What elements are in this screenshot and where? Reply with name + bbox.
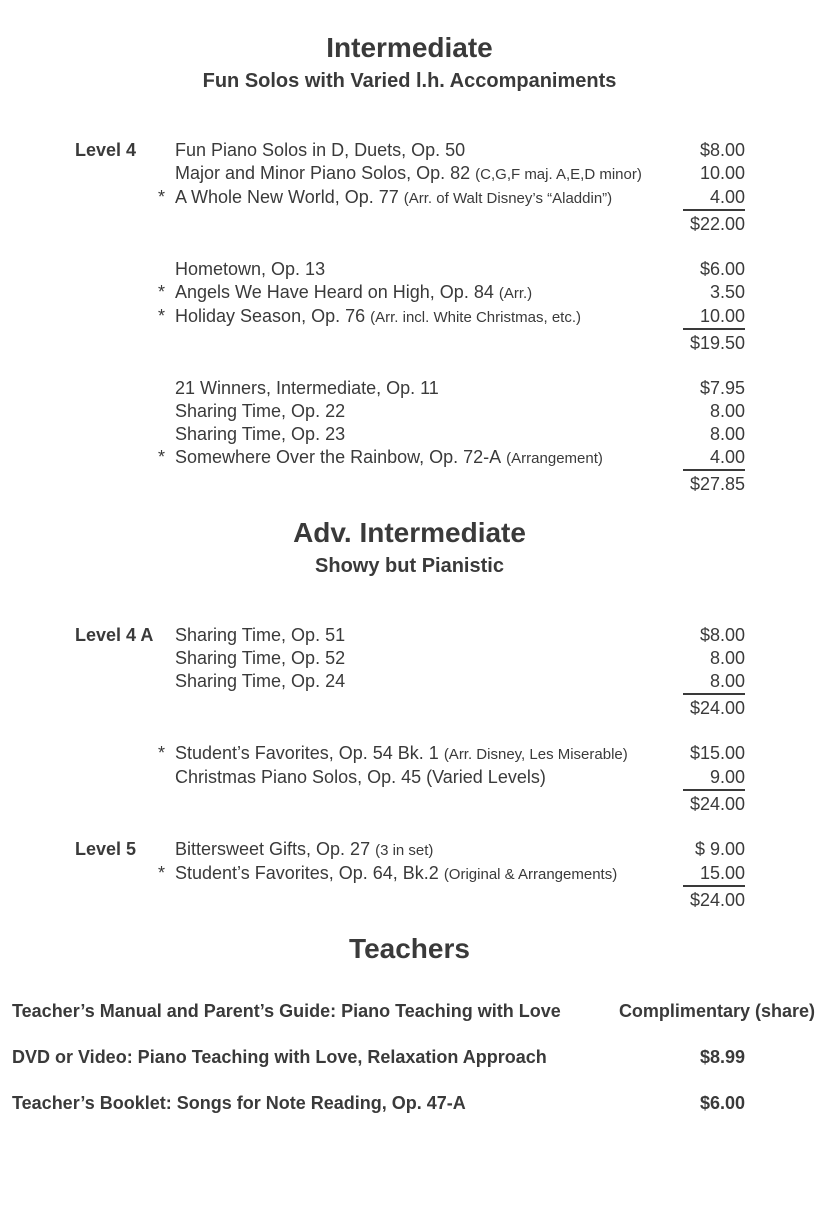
item-row xyxy=(0,305,819,330)
asterisk-marker: * xyxy=(158,447,166,467)
item-row xyxy=(0,377,819,400)
item-note: (3 in set) xyxy=(375,842,434,859)
teacher-item-name: Teacher’s Booklet: Songs for Note Reading, Op. 47-A xyxy=(12,1093,466,1113)
item-row xyxy=(0,281,819,305)
item-row xyxy=(0,162,819,186)
section-title: Adv. Intermediate xyxy=(293,517,526,548)
teacher-row xyxy=(0,1000,819,1023)
asterisk-marker: * xyxy=(158,306,166,326)
section-subtitle: Showy but Pianistic xyxy=(315,555,504,577)
teacher-row xyxy=(0,1092,819,1115)
item-name: Major and Minor Piano Solos, Op. 82 xyxy=(175,163,471,183)
item-name: Christmas Piano Solos, Op. 45 (Varied Levels) xyxy=(175,767,546,787)
item-title-cell xyxy=(175,162,683,186)
item-title-cell xyxy=(175,400,683,423)
level-label-spacer xyxy=(75,889,175,912)
catalog-sections xyxy=(0,33,819,912)
level-label xyxy=(75,377,175,400)
total-spacer xyxy=(175,793,683,816)
item-note: (C,G,F maj. A,E,D minor) xyxy=(475,166,642,183)
price-group xyxy=(0,258,819,355)
group-total-row xyxy=(0,793,819,816)
item-row xyxy=(0,766,819,791)
total-spacer xyxy=(175,473,683,496)
price-group xyxy=(0,838,819,912)
item-price: $15.00 xyxy=(689,743,745,763)
teacher-item-price: $6.00 xyxy=(699,1093,745,1113)
item-price: 3.50 xyxy=(709,282,745,302)
item-name: Sharing Time, Op. 51 xyxy=(175,625,346,645)
item-title-cell xyxy=(158,186,683,211)
teachers-rows xyxy=(0,1000,819,1115)
level-label xyxy=(75,670,175,695)
teachers-section-title: Teachers xyxy=(349,933,470,964)
item-price: 8.00 xyxy=(709,401,745,421)
group-total: $22.00 xyxy=(689,214,745,234)
item-price: 8.00 xyxy=(683,670,745,695)
section-subtitle: Fun Solos with Varied l.h. Accompaniments xyxy=(202,70,617,92)
item-name: A Whole New World, Op. 77 xyxy=(175,187,399,207)
item-title-cell xyxy=(175,647,683,670)
total-spacer xyxy=(175,332,683,355)
price-group xyxy=(0,742,819,816)
teacher-item-name: Teacher’s Manual and Parent’s Guide: Piano Teaching with Love xyxy=(12,1001,561,1021)
item-title-cell xyxy=(158,281,683,305)
level-label-spacer xyxy=(75,697,175,720)
item-name: Bittersweet Gifts, Op. 27 xyxy=(175,839,371,859)
teachers-section xyxy=(0,934,819,1115)
asterisk-marker: * xyxy=(158,863,166,883)
group-total-row xyxy=(0,213,819,236)
item-note: (Arr. Disney, Les Miserable) xyxy=(443,746,628,763)
item-title-cell xyxy=(158,305,683,330)
item-price: 4.00 xyxy=(683,446,745,471)
price-group xyxy=(0,624,819,720)
section-title: Intermediate xyxy=(326,32,493,63)
item-note: (Arr. incl. White Christmas, etc.) xyxy=(370,309,581,326)
level-label xyxy=(75,423,175,446)
item-name: Hometown, Op. 13 xyxy=(175,259,326,279)
item-row xyxy=(0,624,819,647)
item-row xyxy=(0,838,819,862)
item-name: Sharing Time, Op. 24 xyxy=(175,671,346,691)
item-price: $7.95 xyxy=(699,378,745,398)
item-row xyxy=(0,446,819,471)
item-row xyxy=(0,670,819,695)
item-row xyxy=(0,139,819,162)
item-name: Holiday Season, Op. 76 xyxy=(175,306,366,326)
item-row xyxy=(0,742,819,766)
item-name: Somewhere Over the Rainbow, Op. 72-A xyxy=(175,447,502,467)
item-note: (Arrangement) xyxy=(506,450,603,467)
item-title-cell xyxy=(158,862,683,887)
item-title-cell xyxy=(175,139,683,162)
item-price: $6.00 xyxy=(699,259,745,279)
group-total: $19.50 xyxy=(689,333,745,353)
group-total-row xyxy=(0,332,819,355)
group-total: $24.00 xyxy=(689,890,745,910)
item-price: 4.00 xyxy=(683,186,745,211)
asterisk-marker: * xyxy=(158,743,166,763)
group-total-row xyxy=(0,697,819,720)
teacher-item-name: DVD or Video: Piano Teaching with Love, Relaxation Approach xyxy=(12,1047,547,1067)
item-price: 10.00 xyxy=(683,305,745,330)
level-label xyxy=(75,258,175,281)
item-name: Student’s Favorites, Op. 64, Bk.2 xyxy=(175,863,439,883)
item-row xyxy=(0,186,819,211)
level-label: Level 5 xyxy=(75,839,137,859)
item-price: 15.00 xyxy=(683,862,745,887)
teacher-row xyxy=(0,1046,819,1069)
group-total: $24.00 xyxy=(689,698,745,718)
group-total: $24.00 xyxy=(689,794,745,814)
item-price: 10.00 xyxy=(699,163,745,183)
item-title-cell xyxy=(175,670,683,695)
item-title-cell xyxy=(158,446,683,471)
price-group xyxy=(0,377,819,496)
item-name: Angels We Have Heard on High, Op. 84 xyxy=(175,282,494,302)
item-note: (Arr.) xyxy=(498,285,533,302)
item-row xyxy=(0,258,819,281)
item-name: Sharing Time, Op. 23 xyxy=(175,424,346,444)
item-name: Student’s Favorites, Op. 54 Bk. 1 xyxy=(175,743,439,763)
item-row xyxy=(0,400,819,423)
item-title-cell xyxy=(175,624,683,647)
price-section xyxy=(0,33,819,496)
group-total: $27.85 xyxy=(689,474,745,494)
teacher-item-price: $8.99 xyxy=(699,1047,745,1067)
group-total-row xyxy=(0,473,819,496)
item-row xyxy=(0,423,819,446)
item-price: 8.00 xyxy=(709,648,745,668)
item-row xyxy=(0,862,819,887)
asterisk-marker: * xyxy=(158,187,166,207)
price-section xyxy=(0,518,819,912)
group-total-row xyxy=(0,889,819,912)
item-price: 8.00 xyxy=(709,424,745,444)
item-title-cell xyxy=(175,838,683,862)
level-label xyxy=(75,400,175,423)
item-note: (Arr. of Walt Disney’s “Aladdin”) xyxy=(403,190,613,207)
item-note: (Original & Arrangements) xyxy=(443,866,618,883)
price-group xyxy=(0,139,819,236)
item-name: Fun Piano Solos in D, Duets, Op. 50 xyxy=(175,140,466,160)
total-spacer xyxy=(175,889,683,912)
item-price: $8.00 xyxy=(699,625,745,645)
level-label: Level 4 xyxy=(75,140,137,160)
item-price: 9.00 xyxy=(683,766,745,791)
level-label xyxy=(75,647,175,670)
item-price: $8.00 xyxy=(699,140,745,160)
level-label-spacer xyxy=(75,213,175,236)
item-title-cell xyxy=(175,423,683,446)
asterisk-marker: * xyxy=(158,282,166,302)
level-label-spacer xyxy=(75,793,175,816)
price-list-page xyxy=(0,33,819,1115)
level-label xyxy=(75,162,175,186)
level-label-spacer xyxy=(75,473,175,496)
total-spacer xyxy=(175,213,683,236)
item-title-cell xyxy=(175,377,683,400)
level-label xyxy=(75,766,175,791)
item-title-cell xyxy=(175,258,683,281)
item-price: $ 9.00 xyxy=(694,839,745,859)
level-label: Level 4 A xyxy=(75,625,154,645)
item-title-cell xyxy=(158,742,683,766)
item-name: 21 Winners, Intermediate, Op. 11 xyxy=(175,378,439,398)
teacher-item-price: Complimentary (share) xyxy=(618,1001,815,1021)
item-name: Sharing Time, Op. 52 xyxy=(175,648,346,668)
item-name: Sharing Time, Op. 22 xyxy=(175,401,346,421)
total-spacer xyxy=(175,697,683,720)
item-row xyxy=(0,647,819,670)
item-title-cell xyxy=(175,766,683,791)
level-label-spacer xyxy=(75,332,175,355)
